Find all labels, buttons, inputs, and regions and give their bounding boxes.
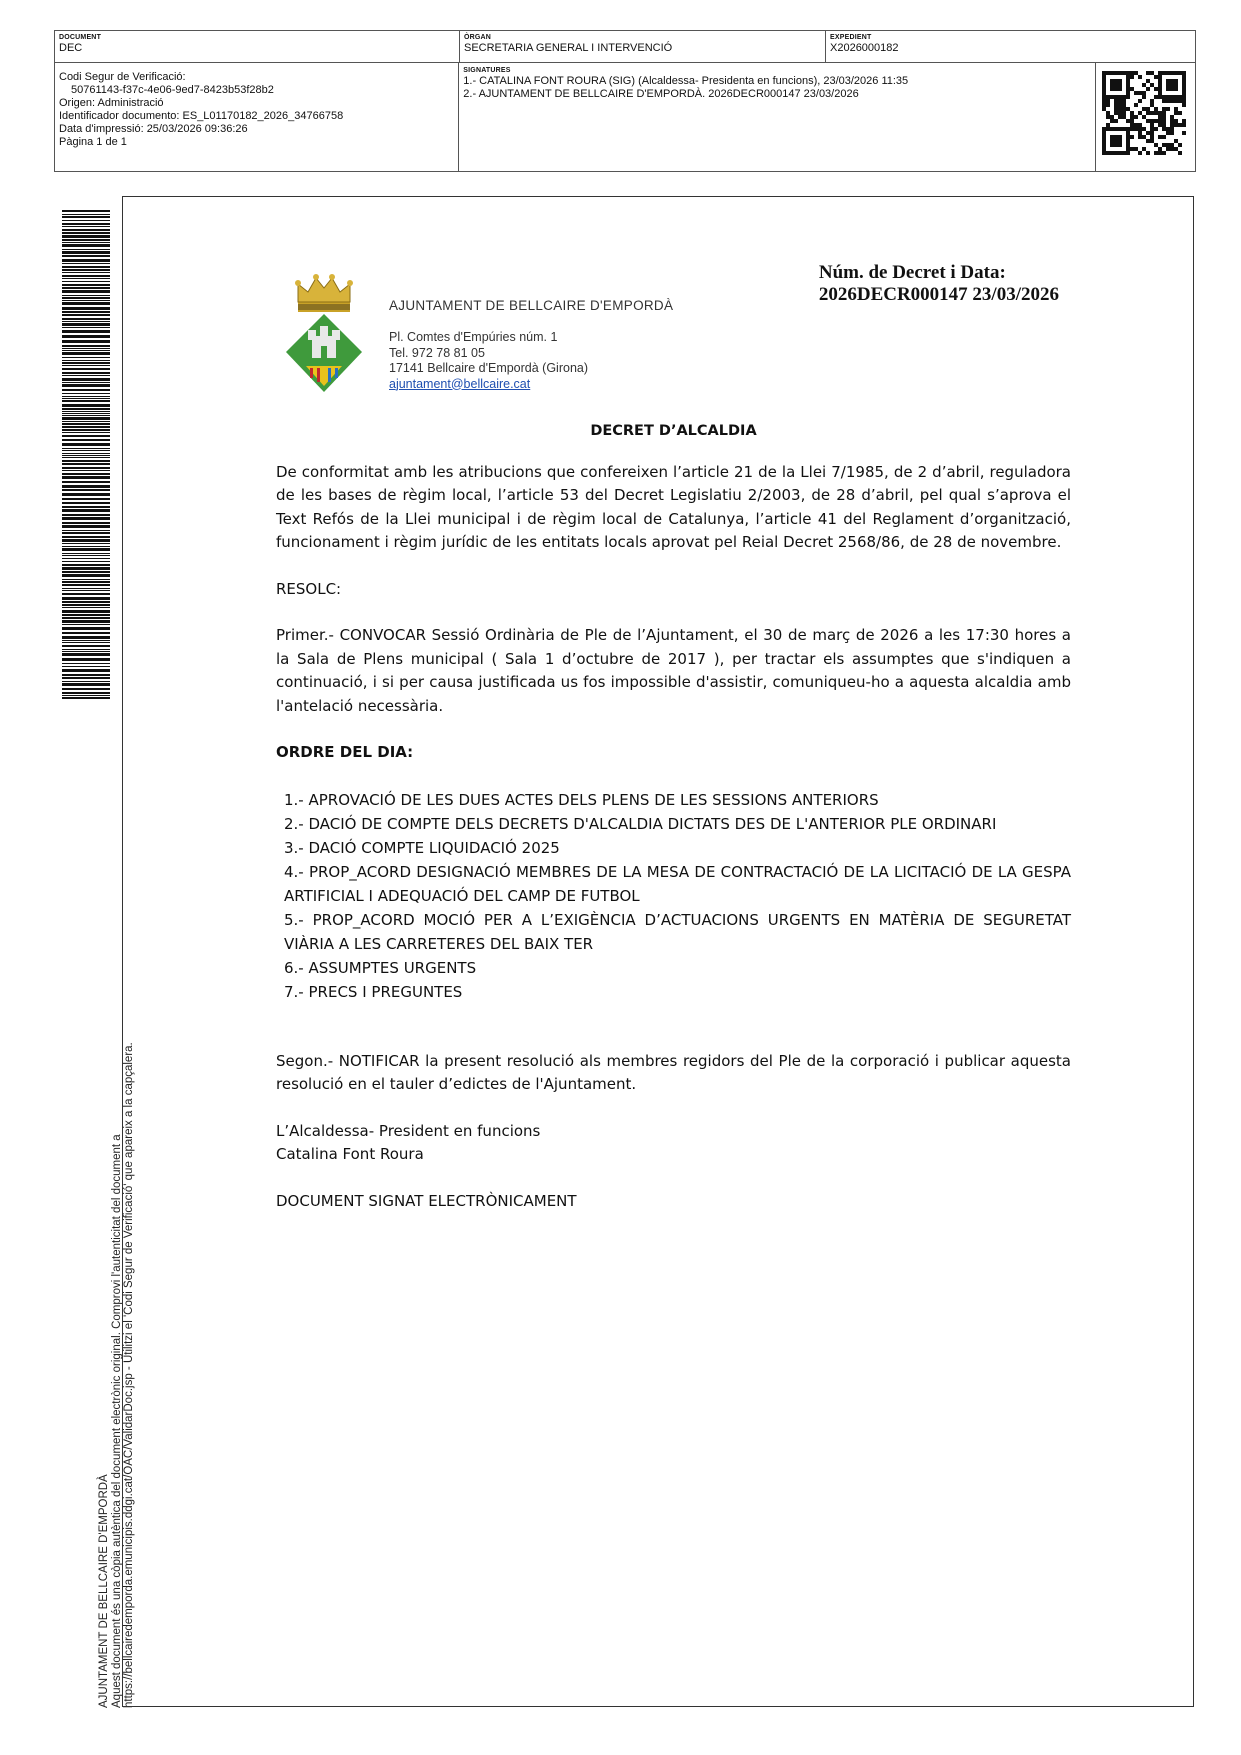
segon-paragraph: Segon.- NOTIFICAR la present resolució als membres regidors del Ple de la corporació i publicar aquesta resolució en el tauler d’edictes de l'Ajuntament. [276,1051,1071,1093]
document-type: DEC [59,42,83,54]
signature-line-2: 2.- AJUNTAMENT DE BELLCAIRE D'EMPORDÀ. 2026DECR000147 23/03/2026 [463,88,859,100]
municipality-name: AJUNTAMENT DE BELLCAIRE D'EMPORDÀ [389,298,674,313]
address-city: 17141 Bellcaire d'Empordà (Girona) [389,361,589,375]
resolc-heading: RESOLC: [276,579,342,598]
electronic-signature-note: DOCUMENT SIGNAT ELECTRÒNICAMENT [276,1191,577,1210]
expedient-caption: EXPEDIENT [830,34,872,41]
decree-body [276,420,1071,1213]
side-text-line-1: AJUNTAMENT DE BELLCAIRE D'EMPORDÀ [98,1474,110,1708]
intro-paragraph: De conformitat amb les atribucions que confereixen l’article 21 de la Llei 7/1985, de 2 d’abril, reguladora de les bases de règim local, l’article 53 del Decret Legislatiu 2/2003, de 28 d’abril, pel qual s’aprova el Text Refós de la Llei municipal i de règim local de Catalunya, l’article 41 del Reglament d’organització, funcionament i règim jurídic de les entitats locals aprovat pel Reial Decret 2568/86, de 28 de novembre. [276,462,1071,551]
document-caption: DOCUMENT [59,34,102,41]
qr-code[interactable] [1102,71,1186,155]
agenda-item: 2.- DACIÓ DE COMPTE DELS DECRETS D'ALCALDIA DICTATS DES DE L'ANTERIOR PLE ORDINARI [284,814,997,833]
signer-role: L’Alcaldessa- President en funcions [276,1121,541,1140]
organ-cell [460,31,826,62]
identifier-line: Identificador documento: ES_L01170182_2026_34766758 [59,110,344,122]
agenda-item: 7.- PRECS I PREGUNTES [284,982,463,1001]
page-number-line: Pàgina 1 de 1 [59,136,127,148]
agenda-heading: ORDRE DEL DIA: [276,743,414,761]
origin-line: Origen: Administració [59,97,164,109]
vertical-barcode [62,210,110,704]
expedient-cell [826,31,1195,62]
decree-number-value: 2026DECR000147 23/03/2026 [818,284,1059,305]
qr-code-cell [1096,63,1195,171]
document-type-cell [55,31,460,62]
side-text-line-3[interactable]: https://bellcairedemporda.emunicipis.ddgi.cat/OAC/ValidarDoc.jsp - Utilitzi el 'Codi Segur de Verificació' que apareix a la capçalera. [123,1042,135,1708]
agenda-list [276,788,1071,1004]
decree-number-label: Núm. de Decret i Data: [818,262,1006,283]
print-date-line: Data d'impressió: 25/03/2026 09:36:26 [59,123,248,135]
side-text-line-2: Aquest document és una còpia autèntica del document electrònic original. Comprovi l'autenticitat del document a [110,1134,123,1708]
municipality-address [389,330,588,392]
signatures-cell [459,63,1096,171]
csv-label: Codi Segur de Verificació: [59,71,186,83]
signer-name: Catalina Font Roura [276,1145,424,1163]
signature-line-1: 1.- CATALINA FONT ROURA (SIG) (Alcaldessa- Presidenta en funcions), 23/03/2026 11:35 [463,75,909,87]
agenda-item: 5.- PROP_ACORD MOCIÓ PER A L’EXIGÈNCIA D’ACTUACIONS URGENTS EN MATÈRIA DE SEGURETAT VIÀRIA A LES CARRETERES DEL BAIX TER [284,910,1071,953]
primer-paragraph: Primer.- CONVOCAR Sessió Ordinària de Ple de l’Ajuntament, el 30 de març de 2026 a les 17:30 hores a la Sala de Plens municipal ( Sala 1 d’octubre de 2017 ), per tractar els assumptes que s'indiquen a continuació, i si per causa justificada us fos impossible d'assistir, comuniqueu-ho a aquesta alcaldia amb l'antelació necessària. [276,626,1071,715]
verification-info-cell [55,63,459,171]
agenda-item: 1.- APROVACIÓ DE LES DUES ACTES DELS PLENS DE LES SESSIONS ANTERIORS [284,790,879,809]
decree-number-block [819,262,1059,306]
coat-of-arms-icon [284,270,364,395]
organ-caption: ÒRGAN [464,34,492,41]
email-link[interactable]: ajuntament@bellcaire.cat [389,376,531,391]
organ-value: SECRETARIA GENERAL I INTERVENCIÓ [464,42,673,54]
address-street: Pl. Comtes d'Empúries núm. 1 [389,330,558,344]
document-header-table [54,30,1196,172]
signatures-caption: SIGNATURES [463,67,511,74]
agenda-item: 3.- DACIÓ COMPTE LIQUIDACIÓ 2025 [284,838,560,857]
decree-title: DECRET D’ALCALDIA [590,423,757,439]
address-phone: Tel. 972 78 81 05 [389,345,485,360]
agenda-item: 6.- ASSUMPTES URGENTS [284,958,477,977]
agenda-item: 4.- PROP_ACORD DESIGNACIÓ MEMBRES DE LA MESA DE CONTRACTACIÓ DE LA LICITACIÓ DE LA GESPA ARTIFICIAL I ADEQUACIÓ DEL CAMP DE FUTBOL [284,862,1071,905]
municipality-letterhead [284,270,684,400]
csv-code[interactable]: 50761143-f37c-4e06-9ed7-8423b53f28b2 [71,84,274,96]
expedient-value: X2026000182 [830,42,899,54]
